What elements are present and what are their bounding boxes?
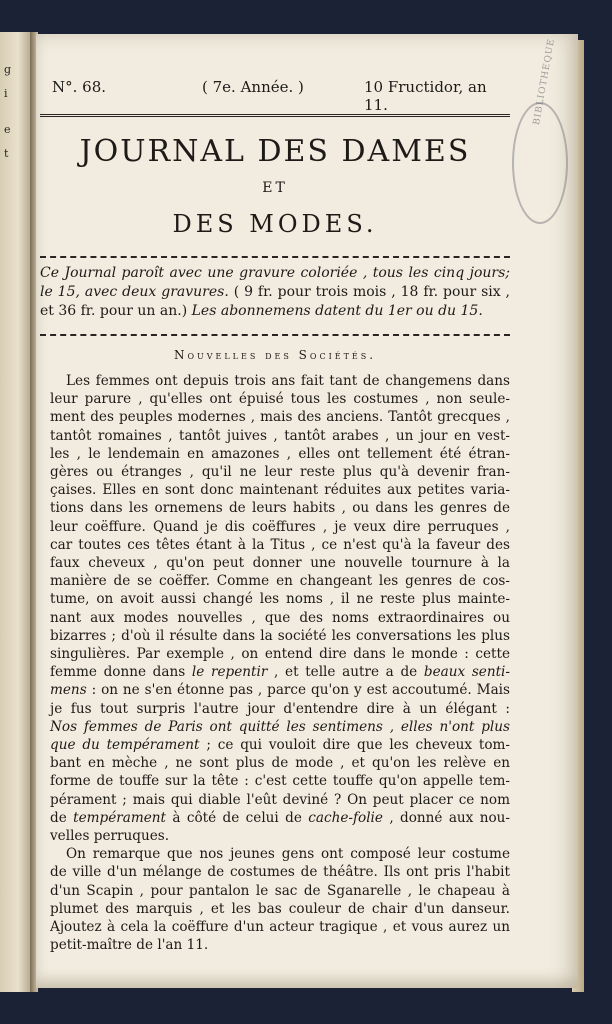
article-line: tume, on avoit aussi changé les noms , il ne reste plus mainte- [50, 591, 510, 608]
article-line: Ajoutez à cela la coëffure d'un acteur tragique , et vous aurez un [50, 919, 510, 936]
article-line: de tempérament à côté de celui de cache-folie , donné aux nou- [50, 809, 511, 826]
article-line: gères ou étranges , qu'il ne leur reste plus qu'à devenir fran- [50, 464, 510, 481]
issue-year: ( 7e. Année. ) [202, 78, 304, 96]
header-rule [40, 114, 510, 117]
notice-part3: ( 9 fr. pour trois mois , 18 fr. pour [233, 284, 477, 300]
article-line: Les femmes ont depuis trois ans fait tant de changemens dans [66, 373, 510, 389]
article-line: faux cheveux , qu'on peut donner une nouvelle tournure à la [50, 555, 510, 572]
article-line: manière de se coëffer. Comme en changeant les genres de cos- [50, 573, 510, 590]
stamp-text: BIBLIOTHEQUE [532, 37, 558, 126]
article-line: plumet des marquis , et les bas couleur de chair d'un danseur. [50, 900, 510, 917]
issue-date: 10 Fructidor, an 11. [364, 78, 487, 114]
masthead-et: ET [262, 180, 288, 196]
article-line: d'un Scapin , pour pantalon le sac de Sganarelle , le chapeau à [50, 882, 510, 899]
subscription-notice [40, 264, 510, 321]
article-line: mens : on ne s'en étonne pas , parce qu'on y est accoutumé. Mais [50, 682, 511, 699]
notice-part5: Les abonnemens datent du 1er ou du 15. [191, 303, 483, 319]
article-line: nant aux modes nouvelles , que des noms extraordinaires ou [50, 609, 510, 626]
notice-divider [40, 334, 510, 336]
article-line: je fus tout surpris l'autre jour d'entendre dire à un élégant : [50, 700, 510, 717]
article-line: singulières. Par exemple , on entend dire dans le monde : cette [50, 646, 510, 663]
issue-number: N°. 68. [52, 78, 107, 96]
left-page-letter: i [4, 87, 8, 100]
left-page-letter: g [4, 63, 12, 76]
article-line: pérament ; mais qui diable l'eût deviné ? On peut placer ce nom [50, 791, 510, 808]
article-body [50, 372, 510, 955]
article-line: car toutes ces têtes étant à la Titus , ce n'est qu'à la faveur des [50, 536, 510, 553]
article-line: velles perruques. [50, 828, 170, 845]
article-line: tantôt romaines , tantôt juives , tantôt arabes , un jour en vest- [50, 427, 510, 444]
library-stamp [512, 37, 568, 224]
article-line: Nos femmes de Paris ont quitté les sentimens , elles n'ont plus [50, 718, 510, 735]
notice-part1: Ce Journal paroît avec une gravure coloriée , tous les cinq jours; [40, 265, 510, 281]
article-line: petit-maître de l'an 11. [50, 937, 209, 954]
article-line: de ville d'un mélange de costumes de théâtre. Ils ont pris l'habit [50, 864, 510, 881]
article-line: leur parure , qu'elles ont épuisé tous les costumes , non seule- [50, 391, 510, 408]
left-page-letter: e [4, 123, 11, 136]
left-page-letter: t [4, 147, 9, 160]
article-line: les , le lendemain en amazones , elles ont tellement été étran- [50, 445, 510, 462]
notice-part4: six , et 36 fr. pour un an.) [40, 284, 510, 319]
article-line: femme donne dans le repentir , et telle autre a de beaux senti- [50, 664, 510, 681]
article-line: bizarres ; d'où il résulte dans la société les conversations les plus [50, 627, 510, 644]
article-line: tions dans les ornemens de leurs habits , ou dans les genres de [50, 500, 510, 517]
article-line: que du tempérament ; ce qui vouloit dire que les cheveux tom- [50, 737, 511, 754]
article-line: çaises. Elles en sont donc maintenant réduites aux petites varia- [50, 482, 510, 499]
notice-part2: le 15, avec deux gravures. [40, 284, 229, 300]
article-line: forme de touffe sur la tête : c'est cette touffe qu'on appelle tem- [50, 773, 510, 790]
masthead-divider [40, 256, 510, 258]
section-title: Nouvelles des Sociétés. [173, 348, 377, 362]
left-page-fragment [0, 32, 32, 992]
masthead-title-line2: DES MODES. [172, 210, 378, 238]
article-line: On remarque que nos jeunes gens ont composé leur costume [66, 846, 510, 863]
article-line: leur coëffure. Quand je dis coëffures , je veux dire perruques , [50, 518, 510, 535]
article-line: ment des peuples modernes , mais des anciens. Tantôt grecques , [50, 409, 510, 426]
article-line: bant en mèche , ne sont plus de mode , et qu'on les relève en [50, 755, 510, 772]
journal-page [36, 34, 578, 988]
masthead-title-line1: JOURNAL DES DAMES [79, 134, 471, 169]
